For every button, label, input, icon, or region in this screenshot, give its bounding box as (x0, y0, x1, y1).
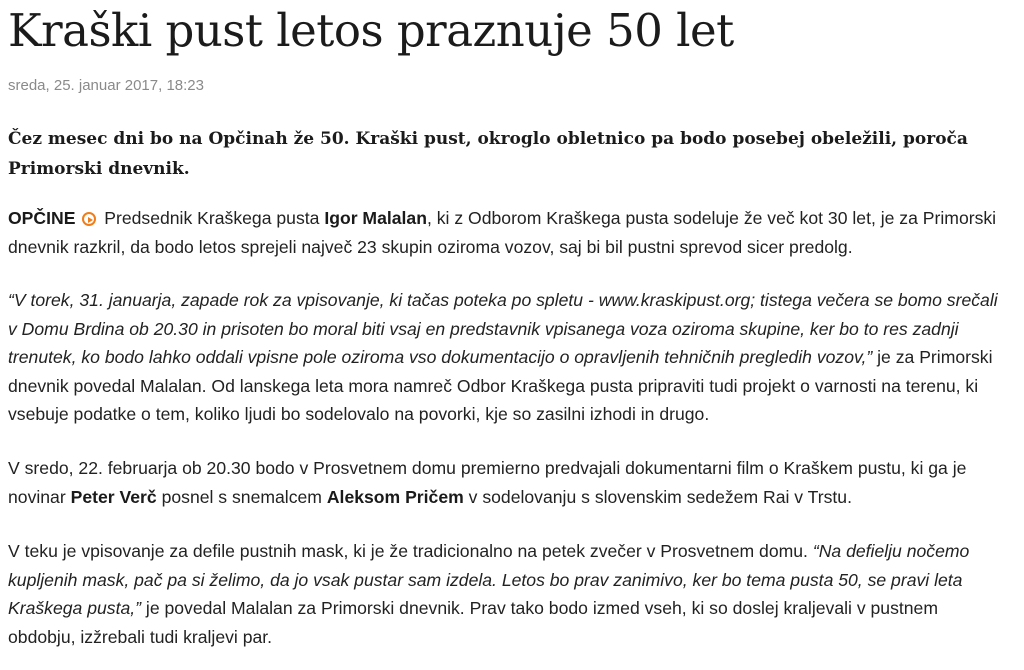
person-name: Aleksom Pričem (326, 486, 464, 507)
text: v sodelovanju s slovenskim sedežem Rai v Trstu. (463, 486, 852, 507)
article-lead: Čez mesec dni bo na Opčinah že 50. Kraški pust, okroglo obletnico pa bodo posebej obeležili, poroča Primorski dnevnik. (8, 129, 968, 179)
text: V sredo, 22. februarja ob 20.30 bodo v Prosvetnem domu premierno predvajali dokumentarni film o Kraškem pustu, ki ga je novinar (8, 458, 967, 507)
quote: “Na defielju nočemo kupljenih mask, pač pa si želimo, da jo vsak pustar sam izdela. Letos bo prav zanimivo, ker bo tema pusta 50, se pravi leta Kraškega pusta,” (8, 541, 970, 618)
person-name: Igor Malalan (324, 208, 427, 228)
text: V teku je vpisovanje za defile pustnih mask, ki je že tradicionalno na petek zvečer v Prosvetnem domu. (8, 541, 813, 561)
text: Predsednik Kraškega pusta (99, 208, 325, 228)
publish-date: sreda, 25. januar 2017, 18:23 (8, 77, 204, 94)
article-title: Kraški pust letos praznuje 50 let (8, 4, 734, 57)
paragraph-2 (8, 286, 1008, 429)
quote: “V torek, 31. januarja, zapade rok za vpisovanje, ki tačas poteka po spletu - www.kraskipust.org; tistega večera se bomo srečali v Domu Brdina ob 20.30 in prisoten bo moral biti vsaj en predstavnik vpisanega voza oziroma skupine, ker bo to res zadnji trenutek, ko bodo lahko oddali vpisne pole oziroma vso dokumentacijo o opravljenih tehničnih pregledih vozov,” (8, 290, 998, 367)
play-circle-icon (82, 212, 96, 226)
person-name: Peter Verč (70, 486, 157, 507)
text: , ki z Odborom Kraškega pusta sodeluje že več kot 30 let, je za Primorski dnevnik razkril, da bodo letos sprejeli največ 23 skupin oziroma vozov, saj bi bil pustni sprevod sicer predolg. (8, 208, 997, 257)
text: posnel s snemalcem (156, 486, 327, 507)
paragraph-3 (8, 454, 1008, 511)
paragraph-1 (8, 204, 1008, 261)
location-label: OPČINE (8, 208, 76, 228)
text: je za Primorski dnevnik povedal Malalan. Od lanskega leta mora namreč Odbor Kraškega pusta pripraviti tudi projekt o varnosti na terenu, ki vsebuje podatke o tem, koliko ljudi bo sodelovalo na povorki, kje so zasilni izhodi in drugo. (8, 347, 993, 424)
paragraph-4 (8, 537, 1008, 651)
text: je povedal Malalan za Primorski dnevnik. Prav tako bodo izmed vseh, ki so doslej kraljevali v pustnem obdobju, izžrebali tudi kraljevi par. (8, 598, 938, 647)
